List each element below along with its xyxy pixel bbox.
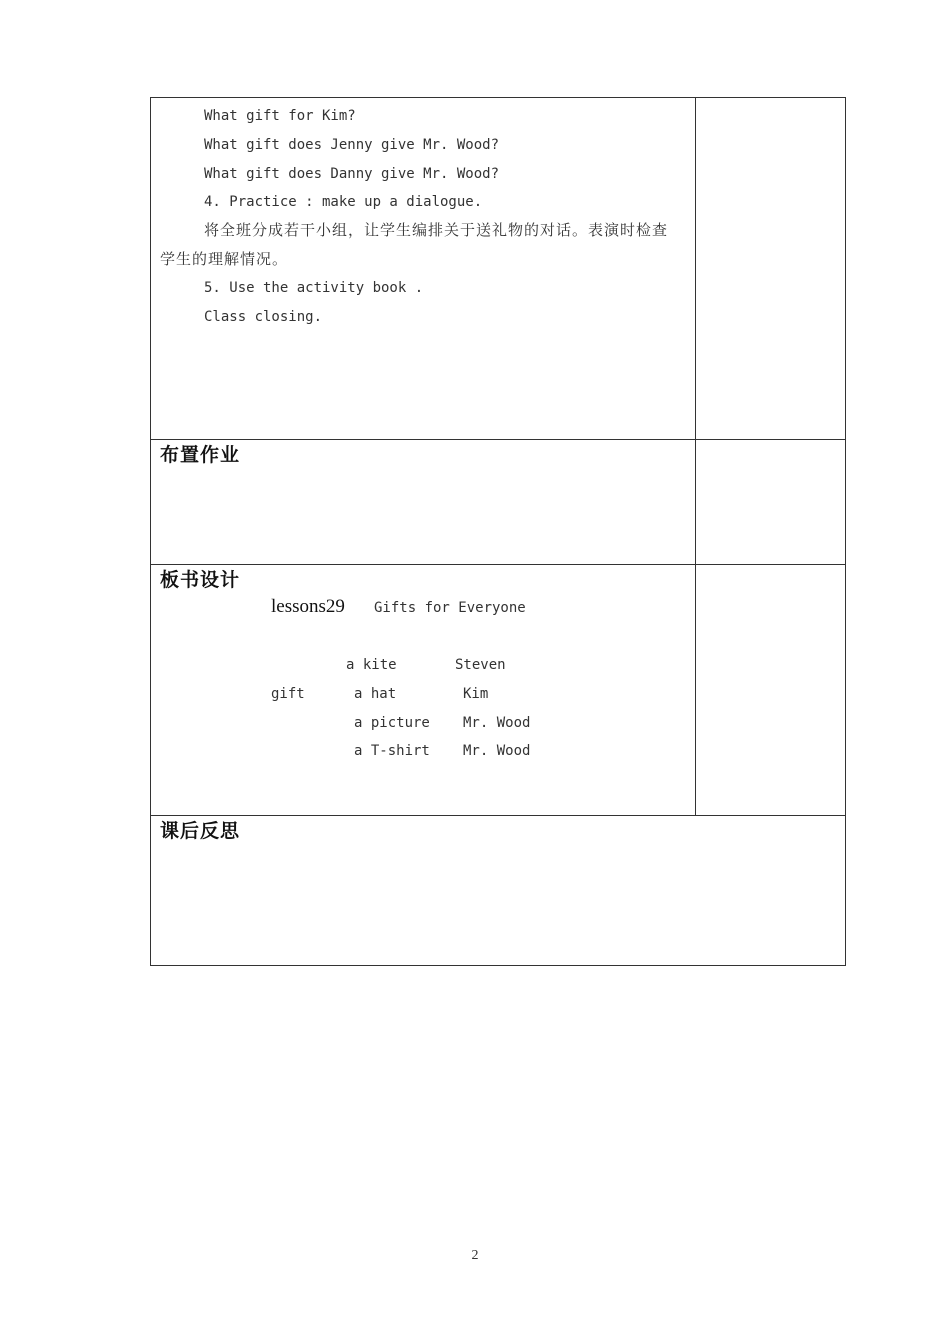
gift-recipient: Steven	[455, 657, 506, 673]
notes-column-divider	[695, 98, 696, 816]
gift-item: a picture	[354, 715, 430, 731]
procedure-line: What gift does Danny give Mr. Wood?	[204, 166, 500, 182]
lesson-plan-table	[150, 97, 846, 966]
reflection-heading: 课后反思	[160, 820, 241, 842]
board-design-heading: 板书设计	[160, 569, 241, 591]
lesson-title: lessons29	[271, 596, 345, 617]
gift-label: gift	[271, 686, 305, 702]
gift-item: a hat	[354, 686, 397, 702]
procedure-line: Class closing.	[204, 309, 323, 325]
procedure-line: What gift for Kim?	[204, 108, 356, 124]
page-number: 2	[471, 1248, 479, 1263]
homework-heading: 布置作业	[160, 444, 241, 466]
row-divider	[151, 815, 845, 816]
procedure-line: What gift does Jenny give Mr. Wood?	[204, 137, 500, 153]
row-divider	[151, 439, 845, 440]
gift-item: a T-shirt	[354, 743, 430, 759]
procedure-line: 学生的理解情况。	[160, 250, 289, 268]
row-divider	[151, 564, 845, 565]
procedure-line: 5. Use the activity book .	[204, 280, 424, 296]
lesson-subtitle: Gifts for Everyone	[374, 600, 526, 616]
gift-recipient: Mr. Wood	[463, 715, 531, 731]
gift-item: a kite	[346, 657, 397, 673]
procedure-line: 4. Practice : make up a dialogue.	[204, 194, 483, 210]
gift-recipient: Mr. Wood	[463, 743, 531, 759]
procedure-line: 将全班分成若干小组，让学生编排关于送礼物的对话。表演时检查	[204, 221, 669, 239]
gift-recipient: Kim	[463, 686, 489, 702]
